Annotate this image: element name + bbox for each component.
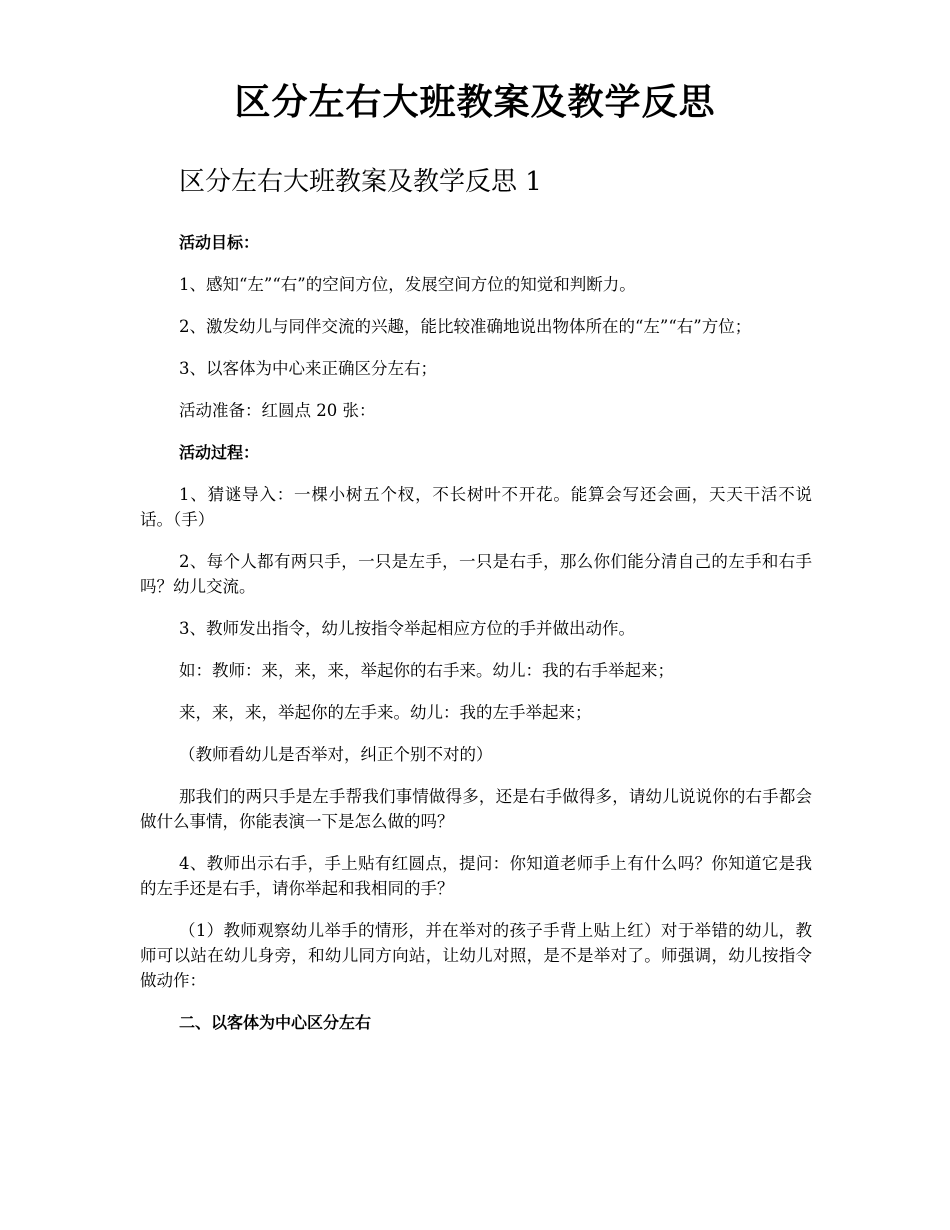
body-paragraph: 3、教师发出指令，幼儿按指令举起相应方位的手并做出动作。 (179, 619, 635, 638)
section-heading: 活动过程： (179, 443, 260, 462)
body-paragraph: 1、感知“左”“右”的空间方位，发展空间方位的知觉和判断力。 (179, 275, 636, 294)
body-paragraph: 来，来，来，举起你的左手来。幼儿：我的左手举起来； (179, 703, 592, 722)
body-paragraph: 2、每个人都有两只手，一只是左手，一只是右手，那么你们能分清自己的左手和右手吗？幼儿交流。 (140, 552, 812, 596)
document-body (140, 230, 812, 1052)
body-paragraph: （教师看幼儿是否举对，纠正个别不对的） (179, 745, 493, 764)
body-paragraph: 4、教师出示右手，手上贴有红圆点，提问：你知道老师手上有什么吗？你知道它是我的左手还是右手，请你举起和我相同的手？ (140, 854, 812, 898)
body-paragraph: 1、猜谜导入：一棵小树五个杈，不长树叶不开花。能算会写还会画，天天干活不说话。（手） (140, 485, 812, 529)
section-heading: 活动目标： (179, 233, 260, 252)
body-paragraph: （1）教师观察幼儿举手的情形，并在举对的孩子手背上贴上红）对于举错的幼儿，教师可以站在幼儿身旁，和幼儿同方向站，让幼儿对照，是不是举对了。师强调，幼儿按指令做动作： (140, 921, 812, 990)
section-heading: 二、以客体为中心区分左右 (179, 1013, 372, 1032)
body-paragraph: 活动准备：红圆点 20 张： (179, 401, 376, 420)
body-paragraph: 3、以客体为中心来正确区分左右； (179, 359, 437, 378)
body-paragraph: 2、激发幼儿与同伴交流的兴趣，能比较准确地说出物体所在的“左”“右”方位； (179, 317, 752, 336)
document-title: 区分左右大班教案及教学反思 (234, 81, 716, 123)
body-paragraph: 如：教师：来，来，来，举起你的右手来。幼儿：我的右手举起来； (179, 661, 674, 680)
body-paragraph: 那我们的两只手是左手帮我们事情做得多，还是右手做得多，请幼儿说说你的右手都会做什么事情，你能表演一下是怎么做的吗？ (140, 787, 812, 831)
section-title: 区分左右大班教案及教学反思 1 (179, 167, 542, 197)
